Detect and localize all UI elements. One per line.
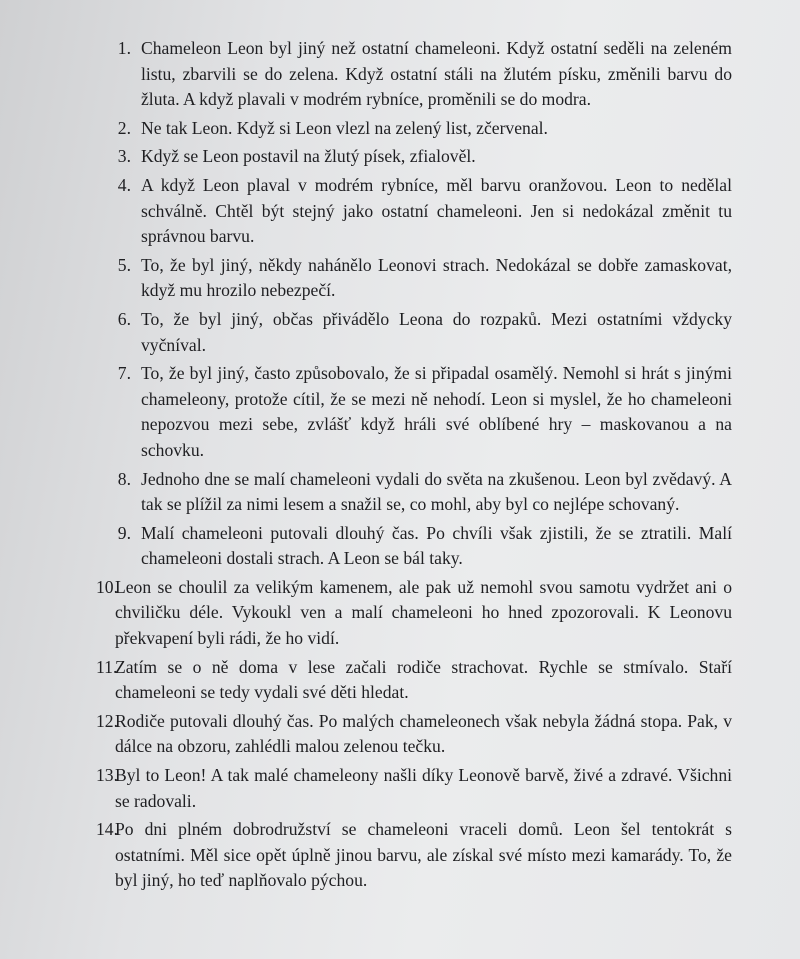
list-item: [96, 144, 732, 170]
list-item: [96, 467, 732, 518]
list-item: [96, 655, 732, 706]
item-text: Po dni plném dobrodružství se chameleoni vraceli domů. Leon šel tentokrát s ostatními. Měl sice opět úplně jinou barvu, ale získal své místo mezi kamarády. To, že byl jiný, ho teď naplňovalo pýchou.: [115, 819, 732, 891]
item-number: 4.: [117, 174, 131, 195]
item-text: Když se Leon postavil na žlutý písek, zfialověl.: [141, 146, 476, 167]
item-text: Malí chameleoni putovali dlouhý čas. Po chvíli však zjistili, že se ztratili. Malí chameleoni dostali strach. A Leon se bál taky.: [141, 522, 732, 569]
list-item: [96, 36, 732, 113]
item-number: 10.: [96, 576, 118, 597]
list-item: [96, 763, 732, 814]
item-number: 13.: [96, 765, 118, 786]
story-list: [96, 36, 732, 897]
list-item: [96, 173, 732, 250]
list-item: [96, 817, 732, 894]
item-number: 7.: [117, 363, 131, 384]
item-number: 2.: [117, 117, 131, 138]
list-item: [96, 253, 732, 304]
item-text: To, že byl jiný, občas přivádělo Leona do rozpaků. Mezi ostatními vždycky vyčníval.: [141, 308, 732, 355]
item-text: To, že byl jiný, někdy nahánělo Leonovi strach. Nedokázal se dobře zamaskovat, když mu hrozilo nebezpečí.: [141, 254, 732, 301]
item-number: 5.: [117, 254, 131, 275]
item-text: Zatím se o ně doma v lese začali rodiče strachovat. Rychle se stmívalo. Staří chameleoni se tedy vydali své děti hledat.: [115, 656, 732, 703]
item-number: 14.: [96, 819, 118, 840]
list-item: [96, 575, 732, 652]
list-item: [96, 307, 732, 358]
item-text: Chameleon Leon byl jiný než ostatní chameleoni. Když ostatní seděli na zeleném listu, zbarvili se do zelena. Když ostatní stáli na žlutém písku, změnili barvu do žluta. A když plavali v modrém rybníce, proměnili se do modra.: [141, 38, 732, 110]
list-item: [96, 709, 732, 760]
item-number: 1.: [117, 38, 131, 58]
item-number: 8.: [117, 468, 131, 489]
list-item: [96, 116, 732, 142]
item-number: 12.: [96, 710, 118, 731]
list-item: [96, 521, 732, 572]
item-text: Leon se choulil za velikým kamenem, ale pak už nemohl svou samotu vydržet ani o chviličku déle. Vykoukl ven a malí chameleoni ho hned zpozorovali. K Leonovu překvapení byli rádi, že ho vidí.: [115, 576, 732, 649]
item-number: 11.: [96, 656, 118, 677]
item-text: Byl to Leon! A tak malé chameleony našli díky Leonově barvě, živé a zdravé. Všichni se radovali.: [115, 765, 732, 811]
item-text: A když Leon plaval v modrém rybníce, měl barvu oranžovou. Leon to nedělal schválně. Chtěl být stejný jako ostatní chameleoni. Jen si nedokázal změnit tu správnou barvu.: [141, 174, 732, 247]
item-text: Ne tak Leon. Když si Leon vlezl na zelený list, zčervenal.: [141, 117, 548, 138]
list-item: [96, 361, 732, 463]
item-text: Rodiče putovali dlouhý čas. Po malých chameleonech však nebyla žádná stopa. Pak, v dálce na obzoru, zahlédli malou zelenou tečku.: [115, 710, 732, 757]
item-text: Jednoho dne se malí chameleoni vydali do světa na zkušenou. Leon byl zvědavý. A tak se plížil za nimi lesem a snažil se, co mohl, aby byl co nejlépe schovaný.: [141, 468, 732, 515]
item-text: To, že byl jiný, často způsobovalo, že si připadal osamělý. Nemohl si hrát s jinými chameleony, protože cítil, že se mezi ně nehodí. Leon si myslel, že ho chameleoni nepozvou mezi sebe, zvlášť když hráli své oblíbené hry – maskovanou a na schovku.: [141, 363, 732, 460]
item-number: 6.: [117, 308, 131, 329]
item-number: 3.: [117, 146, 131, 167]
item-number: 9.: [117, 522, 131, 543]
